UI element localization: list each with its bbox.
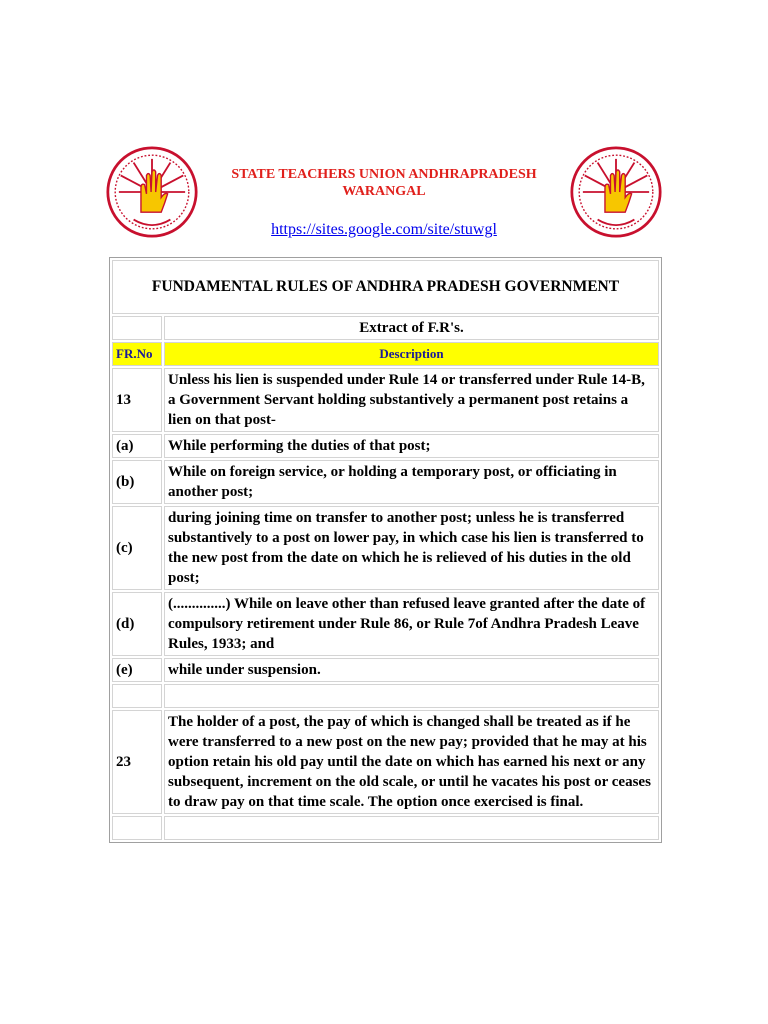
table-row <box>112 658 659 682</box>
rule-description: during joining time on transfer to another post; unless he is transferred substantively to a post on lower pay, in which case his lien is transferred to the new post from the date on which he is relieved of his duties in the old post; <box>164 506 659 590</box>
document-header <box>106 144 662 244</box>
fundamental-rules-table <box>109 257 662 843</box>
rule-number: 13 <box>112 368 162 432</box>
rule-number: (d) <box>112 592 162 656</box>
rule-description: while under suspension. <box>164 658 659 682</box>
table-title-row <box>112 260 659 314</box>
rule-description: The holder of a post, the pay of which is changed shall be treated as if he were transferred to a new post on the new pay; provided that he may at his option retain his old pay until the date on which has earned his next or any subsequent, increment on the old scale, or until he vacates his post or ceases to draw pay on that time scale. The option once exercised is final. <box>164 710 659 814</box>
column-header-description: Description <box>164 342 659 366</box>
rule-description: Unless his lien is suspended under Rule 14 or transferred under Rule 14-B, a Government Servant holding substantively a permanent post retains a lien on that post- <box>164 368 659 432</box>
rule-description: While performing the duties of that post; <box>164 434 659 458</box>
organization-name-line2: WARANGAL <box>342 184 426 199</box>
table-row <box>112 434 659 458</box>
rule-description <box>164 816 659 840</box>
raised-hand-emblem-icon <box>106 146 198 238</box>
rule-number: (c) <box>112 506 162 590</box>
table-row <box>112 506 659 590</box>
rule-description: (..............) While on leave other than refused leave granted after the date of compulsory retirement under Rule 86, or Rule 7of Andhra Pradesh Leave Rules, 1933; and <box>164 592 659 656</box>
organization-name-line1: STATE TEACHERS UNION ANDHRAPRADESH <box>231 167 537 182</box>
rule-number <box>112 684 162 708</box>
rule-number: 23 <box>112 710 162 814</box>
table-row <box>112 368 659 432</box>
table-title: FUNDAMENTAL RULES OF ANDHRA PRADESH GOVERNMENT <box>112 260 659 314</box>
table-row <box>112 816 659 840</box>
rule-number <box>112 816 162 840</box>
organization-name <box>206 166 562 200</box>
site-link[interactable]: https://sites.google.com/site/stuwgl <box>271 221 497 238</box>
rule-description: While on foreign service, or holding a temporary post, or officiating in another post; <box>164 460 659 504</box>
column-header-fr-no: FR.No <box>112 342 162 366</box>
table-row <box>112 710 659 814</box>
raised-hand-emblem-icon <box>570 146 662 238</box>
rule-description <box>164 684 659 708</box>
table-row <box>112 460 659 504</box>
table-subtitle-row <box>112 316 659 340</box>
table-subtitle: Extract of F.R's. <box>164 316 659 340</box>
table-row <box>112 684 659 708</box>
rule-number: (a) <box>112 434 162 458</box>
rule-number: (e) <box>112 658 162 682</box>
table-header-row <box>112 342 659 366</box>
table-row <box>112 592 659 656</box>
rule-number: (b) <box>112 460 162 504</box>
